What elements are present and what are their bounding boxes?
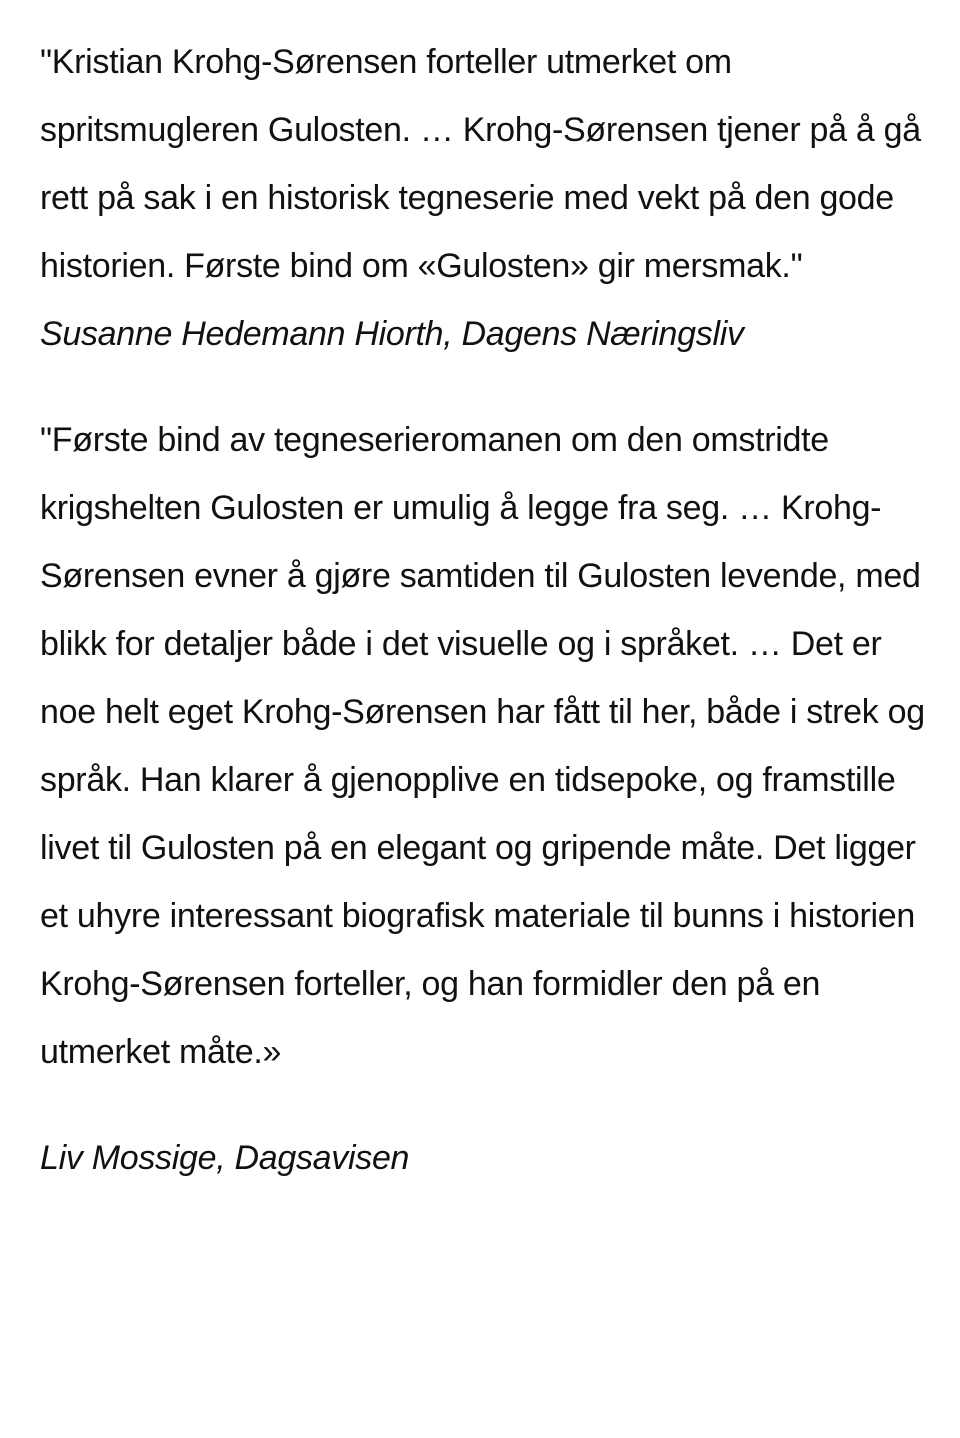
review-2-quote: "Første bind av tegneserieromanen om den omstridte krigshelten Gulosten er umulig å legge fra seg. … Krohg-Sørensen evner å gjøre samtiden til Gulosten levende, med blikk for detaljer både i det visuelle og i språket. … Det er noe helt eget Krohg-Sørensen har fått til her, både i strek og språk. Han klarer å gjenopplive en tidsepoke, og framstille livet til Gulosten på en elegant og gripende måte. Det ligger et uhyre interessant biografisk materiale til bunns i historien Krohg-Sørensen forteller, og han formidler den på en utmerket måte.» xyxy=(40,421,925,1071)
review-2-attribution: Liv Mossige, Dagsavisen xyxy=(40,1139,410,1177)
review-1 xyxy=(40,28,930,368)
reviews-container xyxy=(40,28,930,1192)
review-1-quote: "Kristian Krohg-Sørensen forteller utmerket om spritsmugleren Gulosten. … Krohg-Sørensen tjener på å gå rett på sak i en historisk tegneserie med vekt på den gode historien. Første bind om «Gulosten» gir mersmak." xyxy=(40,43,921,285)
review-1-attribution: Susanne Hedemann Hiorth, Dagens Næringsliv xyxy=(40,315,744,353)
